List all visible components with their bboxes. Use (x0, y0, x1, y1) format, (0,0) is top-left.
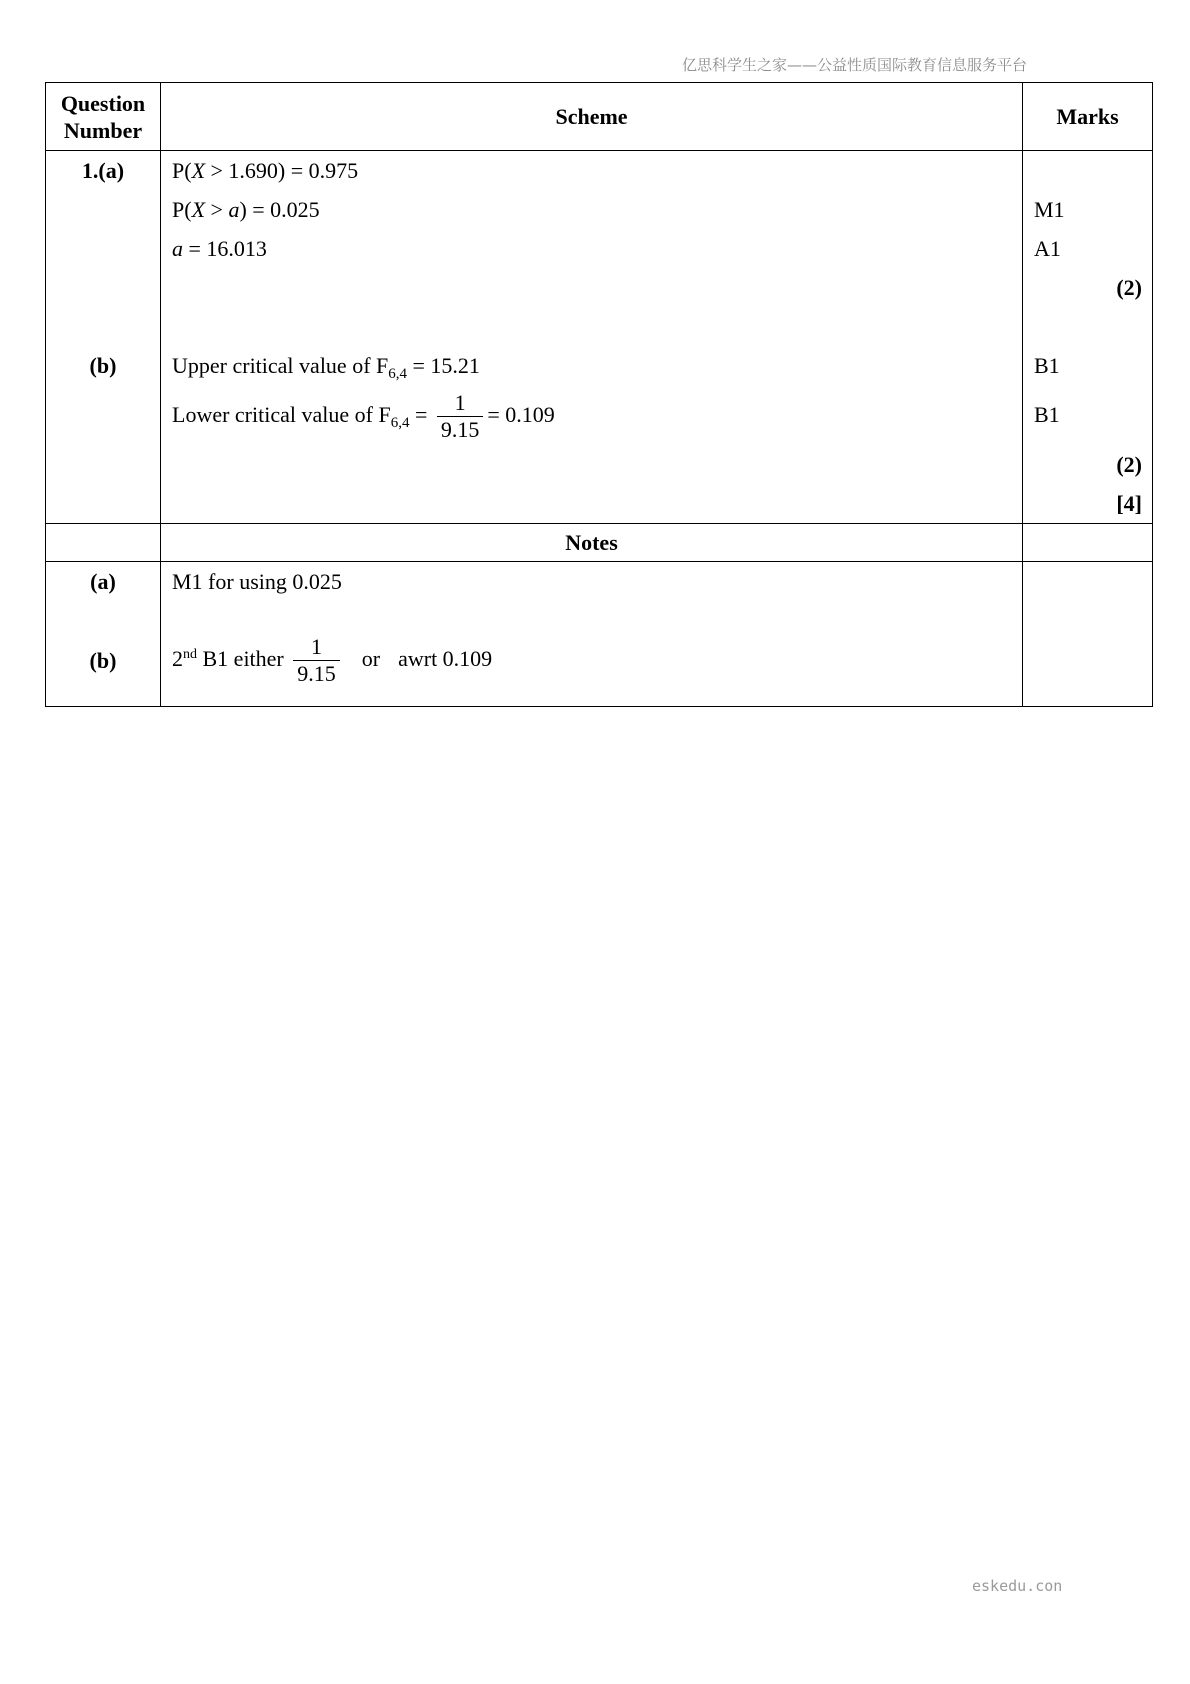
grand-total: [4] (1116, 491, 1142, 516)
question-number-cell (46, 151, 161, 524)
q1b-label: (b) (89, 353, 117, 378)
marks-header: Marks (1023, 83, 1153, 151)
q1a-working-line-2: P(X > a) = 0.025 (172, 197, 320, 222)
note-a-label: (a) (90, 569, 116, 594)
q1b-upper-critical-line: Upper critical value of $F_{6,4} = 15.21$ (172, 353, 480, 382)
question-1-row (46, 151, 1153, 524)
marks-cell (1023, 151, 1153, 524)
notes-label-cell (46, 562, 161, 707)
q1a-label: 1.(a) (81, 158, 125, 183)
scheme-header: Scheme (161, 83, 1023, 151)
mark-b1-lower: B1 (1034, 402, 1060, 427)
q1b-lower-critical-line: Lower critical value of $F_{6,4}$ = $\frac{1}{9.15}$ = 0.109 (172, 390, 555, 443)
note-a-text: M1 for using 0.025 (172, 569, 342, 594)
mark-m1: M1 (1034, 197, 1065, 222)
scheme-cell (161, 151, 1023, 524)
note-b-text: 2nd B1 either $\frac{1}{9.15}$ or awrt 0.109 (172, 634, 493, 687)
notes-text-cell (161, 562, 1023, 707)
mark-scheme-table (45, 82, 1153, 707)
notes-row (46, 562, 1153, 707)
question-number-header: Question Number (46, 83, 161, 151)
q1b-total: (2) (1116, 452, 1142, 477)
note-b-label: (b) (89, 648, 117, 673)
fraction: $\frac{1}{9.15}$ (293, 634, 340, 687)
q1a-working-line-1: P(X > 1.690) = 0.975 (172, 158, 359, 183)
notes-marks-cell (1023, 562, 1153, 707)
header-watermark: 亿思科学生之家——公益性质国际教育信息服务平台 (682, 56, 1028, 74)
q1a-total: (2) (1116, 275, 1142, 300)
mark-b1-upper: B1 (1034, 353, 1060, 378)
fraction: $\frac{1}{9.15}$ (437, 390, 484, 443)
q1a-answer-line: a = 16.013 (172, 236, 267, 261)
header-row (46, 83, 1153, 151)
mark-a1: A1 (1034, 236, 1061, 261)
footer-watermark: eskedu.con (972, 1577, 1063, 1595)
notes-header-row (46, 524, 1153, 562)
notes-header: Notes (161, 524, 1023, 562)
